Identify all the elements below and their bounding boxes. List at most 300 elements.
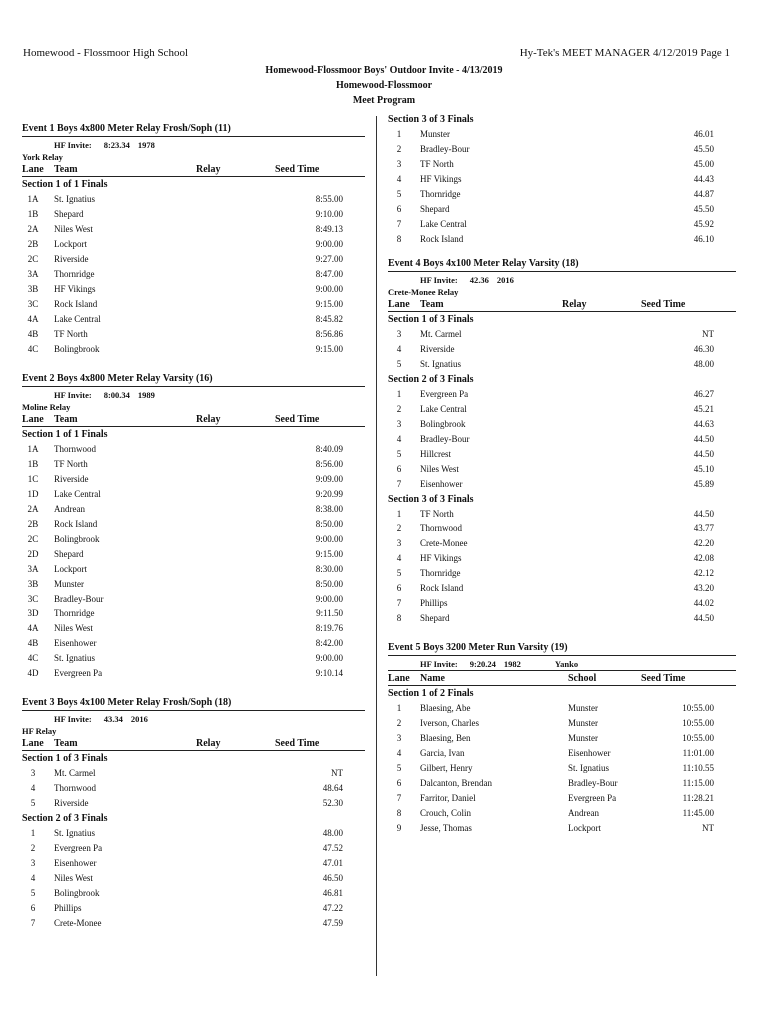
lane-number: 2 xyxy=(30,842,36,853)
lane-number: 5 xyxy=(396,188,402,199)
meet-title: Homewood-Flossmoor Boys' Outdoor Invite - 4/13/2019 xyxy=(265,65,503,76)
entry-row xyxy=(22,888,365,902)
header-rule xyxy=(388,685,736,686)
seed-time-header: Seed Time xyxy=(275,164,320,175)
event-title: Event 2 Boys 4x800 Meter Relay Varsity (16) xyxy=(22,373,213,384)
seed-time: 44.87 xyxy=(693,188,714,199)
lane-number: 4A xyxy=(27,313,39,324)
record-label: HF Invite: xyxy=(420,659,458,669)
entry-row xyxy=(388,389,736,403)
event-rule xyxy=(22,386,365,387)
column-divider xyxy=(376,116,377,976)
seed-time: 10:55.00 xyxy=(682,732,714,743)
athlete-name: Gilbert, Henry xyxy=(420,762,473,773)
team-name: Evergreen Pa xyxy=(54,668,103,679)
record-year: 2016 xyxy=(496,275,514,285)
team-name: Riverside xyxy=(54,797,89,808)
seed-time: 45.00 xyxy=(693,158,714,169)
entry-row xyxy=(388,523,736,537)
seed-time: 44.50 xyxy=(693,433,714,444)
lane-number: 7 xyxy=(396,218,402,229)
record-holder: Yanko xyxy=(554,659,579,669)
lane-number: 5 xyxy=(30,797,36,808)
entry-row xyxy=(22,564,365,578)
entry-row xyxy=(388,419,736,433)
seed-time: 9:00.00 xyxy=(315,238,343,249)
seed-time: 46.30 xyxy=(693,343,714,354)
lane-number: 2B xyxy=(27,518,39,529)
event-title: Event 3 Boys 4x100 Meter Relay Frosh/Soph (18) xyxy=(22,697,232,708)
seed-time: 45.89 xyxy=(693,478,714,489)
entry-row xyxy=(22,344,365,358)
seed-time: 48.00 xyxy=(322,827,343,838)
school-name: Andrean xyxy=(568,807,599,818)
entry-row xyxy=(22,768,365,782)
team-name: Bradley-Bour xyxy=(54,593,104,604)
event-rule xyxy=(388,670,736,671)
entry-row xyxy=(388,129,736,143)
lane-number: 3 xyxy=(396,538,402,549)
section-title: Section 1 of 1 Finals xyxy=(22,179,108,190)
entry-row xyxy=(388,718,736,732)
record-label: HF Invite: xyxy=(54,140,92,150)
school-header: School xyxy=(568,673,597,684)
lane-number: 6 xyxy=(396,777,402,788)
seed-time: 46.50 xyxy=(322,872,343,883)
relay-header: Relay xyxy=(562,299,587,310)
school-name: Lockport xyxy=(568,822,601,833)
entry-row xyxy=(22,858,365,872)
seed-time: 9:00.00 xyxy=(315,653,343,664)
team-name: Rock Island xyxy=(420,233,464,244)
seed-time: 45.50 xyxy=(693,143,714,154)
column-headers xyxy=(388,299,736,311)
seed-time: 47.59 xyxy=(322,917,343,928)
entry-row xyxy=(22,474,365,488)
seed-time: 44.50 xyxy=(693,508,714,519)
entry-row xyxy=(388,434,736,448)
team-header: Team xyxy=(54,414,78,425)
seed-time: 52.30 xyxy=(322,797,343,808)
team-name: Phillips xyxy=(420,598,448,609)
team-header: Team xyxy=(420,299,444,310)
column-headers xyxy=(22,164,365,176)
record-holder: Crete-Monee Relay xyxy=(388,287,459,297)
seed-time: 8:42.00 xyxy=(315,638,343,649)
team-name: Thornwood xyxy=(54,444,96,454)
section-title: Section 1 of 2 Finals xyxy=(388,688,474,699)
team-name: St. Ignatius xyxy=(54,653,96,664)
athlete-name: Blaesing, Ben xyxy=(420,732,471,743)
lane-number: 3 xyxy=(30,768,36,778)
team-name: HF Vikings xyxy=(420,173,462,184)
page-header-left: Homewood - Flossmoor High School xyxy=(23,47,188,59)
seed-time: 45.10 xyxy=(693,463,714,474)
team-name: Crete-Monee xyxy=(54,917,102,928)
seed-time: 47.22 xyxy=(322,902,343,913)
team-name: Andrean xyxy=(54,503,85,514)
seed-time: 9:15.00 xyxy=(315,343,343,354)
lane-number: 3C xyxy=(27,298,39,309)
lane-number: 3B xyxy=(27,578,39,589)
lane-number: 1 xyxy=(396,129,402,139)
seed-time: 9:00.00 xyxy=(315,283,343,294)
meet-host: Homewood-Flossmoor xyxy=(335,80,433,91)
team-name: Phillips xyxy=(54,902,82,913)
record-holder: HF Relay xyxy=(22,726,57,736)
seed-time: 8:49.13 xyxy=(315,223,343,234)
entry-row xyxy=(22,594,365,608)
meet-program-label: Meet Program xyxy=(352,95,416,106)
lane-number: 4C xyxy=(27,653,39,664)
lane-number: 1 xyxy=(396,508,402,519)
entry-row xyxy=(388,219,736,233)
entry-row xyxy=(22,519,365,533)
lane-number: 6 xyxy=(396,203,402,214)
team-name: HF Vikings xyxy=(420,553,462,564)
seed-time: 48.00 xyxy=(693,358,714,369)
header-rule xyxy=(22,176,365,177)
lane-number: 3 xyxy=(396,329,402,339)
entry-row xyxy=(22,783,365,797)
team-name: Bradley-Bour xyxy=(420,143,470,154)
athlete-name: Garcia, Ivan xyxy=(420,747,465,758)
entry-row xyxy=(22,284,365,298)
seed-time: 9:27.00 xyxy=(315,253,343,264)
school-name: Evergreen Pa xyxy=(568,792,617,803)
relay-header: Relay xyxy=(196,414,221,425)
entry-row xyxy=(388,189,736,203)
record-year: 1989 xyxy=(137,390,155,400)
athlete-name: Blaesing, Abe xyxy=(420,703,471,713)
team-name: Bolingbrook xyxy=(54,887,100,898)
lane-header: Lane xyxy=(22,164,44,175)
entry-row xyxy=(388,538,736,552)
lane-number: 4 xyxy=(30,782,36,793)
athlete-name: Jesse, Thomas xyxy=(420,822,472,833)
seed-time: 44.50 xyxy=(693,448,714,459)
team-name: Shepard xyxy=(54,548,84,559)
lane-number: 1D xyxy=(27,488,39,499)
team-name: Rock Island xyxy=(54,518,98,529)
seed-time: 44.63 xyxy=(693,418,714,429)
record-holder: Moline Relay xyxy=(22,402,71,412)
column-headers xyxy=(22,414,365,426)
lane-number: 1B xyxy=(27,458,39,469)
entry-row xyxy=(388,703,736,717)
entry-row xyxy=(22,653,365,667)
team-name: Bolingbrook xyxy=(54,533,100,544)
seed-time: NT xyxy=(702,329,714,339)
entry-row xyxy=(22,489,365,503)
seed-time: 8:38.00 xyxy=(315,503,343,514)
header-rule xyxy=(22,750,365,751)
lane-number: 2C xyxy=(27,533,39,544)
seed-time-header: Seed Time xyxy=(641,673,686,684)
team-name: Eisenhower xyxy=(54,857,97,868)
lane-number: 2C xyxy=(27,253,39,264)
entry-row xyxy=(388,479,736,493)
entry-row xyxy=(22,549,365,563)
team-name: TF North xyxy=(54,458,88,469)
team-name: Thornridge xyxy=(54,608,95,619)
lane-number: 7 xyxy=(30,917,36,928)
team-name: Evergreen Pa xyxy=(420,388,469,399)
lane-number: 2 xyxy=(396,717,402,728)
event-title: Event 1 Boys 4x800 Meter Relay Frosh/Soph (11) xyxy=(22,123,231,134)
team-name: HF Vikings xyxy=(54,283,96,294)
record-line xyxy=(54,714,148,724)
seed-time: 9:09.00 xyxy=(315,473,343,484)
lane-number: 8 xyxy=(396,613,402,624)
record-label: HF Invite: xyxy=(54,714,92,724)
entry-row xyxy=(22,873,365,887)
team-name: Riverside xyxy=(54,253,89,264)
seed-time: 8:19.76 xyxy=(315,623,343,634)
team-name: Lake Central xyxy=(420,403,467,414)
team-name: Lockport xyxy=(54,238,87,249)
lane-number: 2 xyxy=(396,143,402,154)
seed-time: 44.02 xyxy=(693,598,714,609)
event-rule xyxy=(388,655,736,656)
lane-number: 7 xyxy=(396,792,402,803)
lane-number: 3C xyxy=(27,593,39,604)
lane-header: Lane xyxy=(388,673,410,684)
event-title: Event 5 Boys 3200 Meter Run Varsity (19) xyxy=(388,642,568,653)
lane-number: 4 xyxy=(396,747,402,758)
column-headers xyxy=(22,738,365,750)
lane-number: 3 xyxy=(30,857,36,868)
seed-time-header: Seed Time xyxy=(275,738,320,749)
entry-row xyxy=(388,793,736,807)
seed-time: 9:00.00 xyxy=(315,533,343,544)
entry-row xyxy=(22,843,365,857)
team-name: St. Ignatius xyxy=(54,194,96,204)
school-name: Munster xyxy=(568,732,598,743)
seed-time: 8:56.00 xyxy=(315,458,343,469)
lane-number: 1 xyxy=(396,703,402,713)
lane-number: 2 xyxy=(396,523,402,534)
team-name: Riverside xyxy=(420,343,455,354)
lane-number: 3 xyxy=(396,418,402,429)
entry-row xyxy=(22,623,365,637)
seed-time: 9:00.00 xyxy=(315,593,343,604)
record-line xyxy=(420,275,514,285)
header-rule xyxy=(388,311,736,312)
lane-number: 3A xyxy=(27,563,39,574)
entry-row xyxy=(22,579,365,593)
seed-time-header: Seed Time xyxy=(641,299,686,310)
team-name: Munster xyxy=(420,129,450,139)
record-time: 9:20.24 xyxy=(469,659,496,669)
entry-row xyxy=(22,798,365,812)
section-title: Section 1 of 1 Finals xyxy=(22,429,108,440)
seed-time: 46.10 xyxy=(693,233,714,244)
entry-row xyxy=(388,823,736,837)
seed-time: 47.52 xyxy=(322,842,343,853)
relay-header: Relay xyxy=(196,738,221,749)
seed-time: 8:40.09 xyxy=(315,444,343,454)
seed-time: 42.12 xyxy=(693,568,714,579)
team-name: Mt. Carmel xyxy=(54,768,96,778)
entry-row xyxy=(22,444,365,458)
section-title: Section 3 of 3 Finals xyxy=(388,114,474,125)
team-name: Thornridge xyxy=(420,188,461,199)
seed-time: 8:30.00 xyxy=(315,563,343,574)
team-name: TF North xyxy=(420,158,454,169)
lane-number: 1A xyxy=(27,444,39,454)
seed-time: 11:45.00 xyxy=(682,807,714,818)
lane-number: 3 xyxy=(396,732,402,743)
seed-time: 9:15.00 xyxy=(315,298,343,309)
seed-time: 11:15.00 xyxy=(682,777,714,788)
team-name: Mt. Carmel xyxy=(420,329,462,339)
seed-time: 8:56.86 xyxy=(315,328,343,339)
team-name: St. Ignatius xyxy=(54,827,96,838)
team-name: Eisenhower xyxy=(54,638,97,649)
team-name: Bolingbrook xyxy=(420,418,466,429)
team-name: Bolingbrook xyxy=(54,343,100,354)
entry-row xyxy=(388,509,736,523)
entry-row xyxy=(388,748,736,762)
lane-number: 9 xyxy=(396,822,402,833)
team-name: Evergreen Pa xyxy=(54,842,103,853)
entry-row xyxy=(388,159,736,173)
seed-time: 8:45.82 xyxy=(315,313,343,324)
header-rule xyxy=(22,426,365,427)
team-name: Lockport xyxy=(54,563,87,574)
seed-time: 42.08 xyxy=(693,553,714,564)
lane-number: 4 xyxy=(396,173,402,184)
entry-row xyxy=(22,239,365,253)
team-name: Bradley-Bour xyxy=(420,433,470,444)
entry-row xyxy=(22,254,365,268)
athlete-name: Iverson, Charles xyxy=(420,717,479,728)
entry-row xyxy=(22,828,365,842)
team-name: Riverside xyxy=(54,473,89,484)
lane-number: 5 xyxy=(396,448,402,459)
entry-row xyxy=(388,583,736,597)
school-name: Munster xyxy=(568,703,598,713)
lane-number: 1C xyxy=(27,473,39,484)
seed-time: 9:10.00 xyxy=(315,208,343,219)
event-rule xyxy=(22,136,365,137)
team-name: Niles West xyxy=(420,463,459,474)
school-name: St. Ignatius xyxy=(568,762,610,773)
lane-number: 6 xyxy=(30,902,36,913)
record-year: 2016 xyxy=(130,714,148,724)
athlete-name: Dalcanton, Brendan xyxy=(420,777,492,788)
event-rule xyxy=(388,271,736,272)
team-name: Rock Island xyxy=(420,583,464,594)
seed-time: 10:55.00 xyxy=(682,703,714,713)
team-name: Rock Island xyxy=(54,298,98,309)
record-line xyxy=(54,390,155,400)
lane-number: 3 xyxy=(396,158,402,169)
entry-row xyxy=(22,638,365,652)
seed-time: 9:20.99 xyxy=(315,488,343,499)
entry-row xyxy=(22,194,365,208)
school-name: Bradley-Bour xyxy=(568,777,618,788)
seed-time: 46.81 xyxy=(322,887,343,898)
lane-header: Lane xyxy=(388,299,410,310)
entry-row xyxy=(388,144,736,158)
seed-time: 43.20 xyxy=(693,583,714,594)
seed-time: 44.50 xyxy=(693,613,714,624)
entry-row xyxy=(388,464,736,478)
section-title: Section 3 of 3 Finals xyxy=(388,493,474,505)
entry-row xyxy=(22,608,365,622)
seed-time: 11:28.21 xyxy=(682,792,714,803)
seed-time: NT xyxy=(702,822,714,833)
lane-number: 4B xyxy=(27,328,39,339)
event-rule xyxy=(22,710,365,711)
team-name: Niles West xyxy=(54,223,93,234)
lane-number: 5 xyxy=(396,762,402,773)
athlete-name: Farritor, Daniel xyxy=(420,792,476,803)
record-label: HF Invite: xyxy=(420,275,458,285)
team-name: Lake Central xyxy=(54,488,101,499)
entry-row xyxy=(388,404,736,418)
lane-number: 2B xyxy=(27,238,39,249)
record-time: 8:00.34 xyxy=(103,390,130,400)
athlete-name: Crouch, Colin xyxy=(420,807,471,818)
team-name: Hillcrest xyxy=(420,448,451,459)
seed-time: 8:50.00 xyxy=(315,578,343,589)
lane-number: 7 xyxy=(396,598,402,609)
lane-number: 6 xyxy=(396,583,402,594)
lane-number: 4 xyxy=(396,433,402,444)
lane-number: 7 xyxy=(396,478,402,489)
lane-number: 1B xyxy=(27,208,39,219)
lane-number: 5 xyxy=(396,358,402,369)
seed-time: 45.21 xyxy=(693,403,714,414)
seed-time: 8:55.00 xyxy=(315,194,343,204)
seed-time: 44.43 xyxy=(693,173,714,184)
seed-time-header: Seed Time xyxy=(275,414,320,425)
team-name: Thornwood xyxy=(420,523,462,534)
record-time: 43.34 xyxy=(103,714,123,724)
team-name: Shepard xyxy=(420,613,450,624)
entry-row xyxy=(388,613,736,627)
seed-time: 9:11.50 xyxy=(316,608,343,619)
lane-number: 4A xyxy=(27,623,39,634)
entry-row xyxy=(22,668,365,682)
entry-row xyxy=(388,204,736,218)
lane-number: 5 xyxy=(396,568,402,579)
seed-time: 46.01 xyxy=(693,129,714,139)
seed-time: 10:55.00 xyxy=(682,717,714,728)
lane-number: 4B xyxy=(27,638,39,649)
event-title: Event 4 Boys 4x100 Meter Relay Varsity (18) xyxy=(388,258,579,269)
school-name: Eisenhower xyxy=(568,747,611,758)
seed-time: 8:50.00 xyxy=(315,518,343,529)
seed-time: 48.64 xyxy=(322,782,343,793)
entry-row xyxy=(388,553,736,567)
entry-row xyxy=(388,598,736,612)
team-name: Lake Central xyxy=(54,313,101,324)
seed-time: 46.27 xyxy=(693,388,714,399)
team-name: Shepard xyxy=(54,208,84,219)
lane-number: 4 xyxy=(396,553,402,564)
entry-row xyxy=(388,808,736,822)
entry-row xyxy=(388,359,736,373)
seed-time: 45.92 xyxy=(693,218,714,229)
lane-number: 4C xyxy=(27,343,39,354)
section-title: Section 2 of 3 Finals xyxy=(22,812,108,824)
entry-row xyxy=(22,534,365,548)
lane-number: 1 xyxy=(30,827,36,838)
